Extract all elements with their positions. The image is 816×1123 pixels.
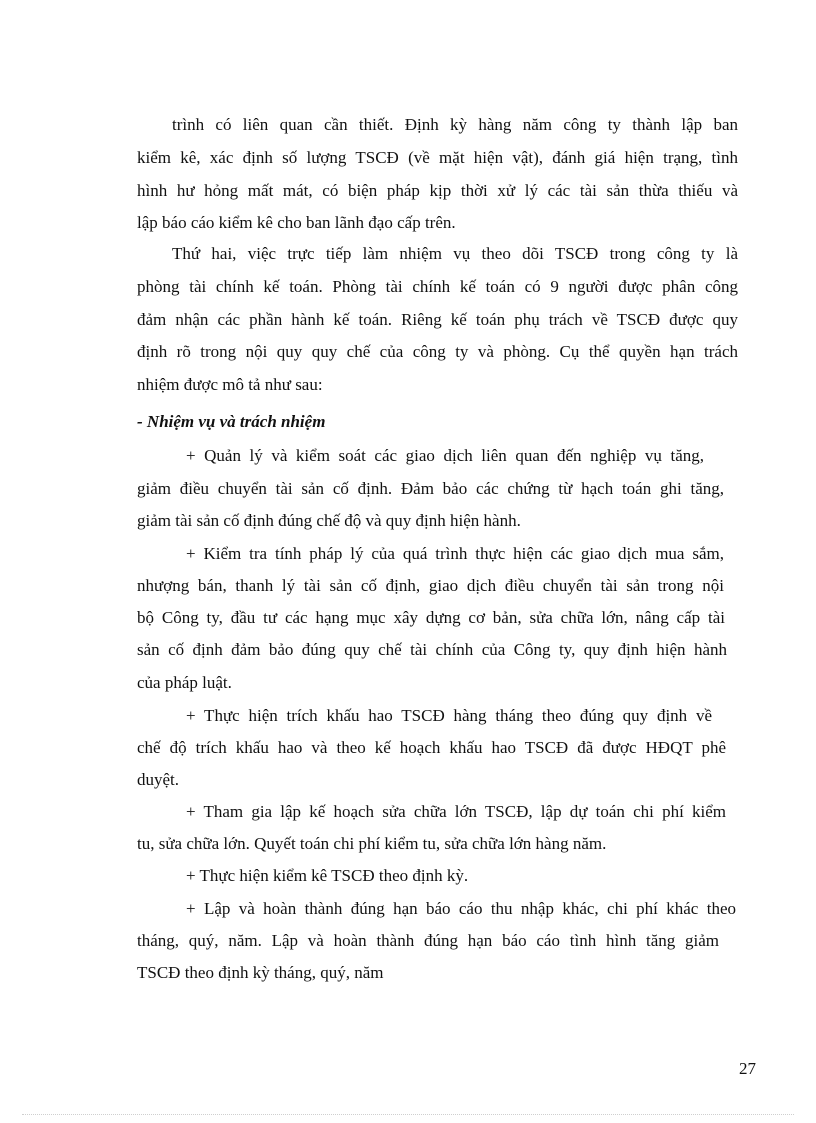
paragraph-line: giảm tài sản cố định đúng chế độ và quy định hiện hành. (137, 511, 521, 530)
paragraph-line: chế độ trích khấu hao và theo kế hoạch khấu hao TSCĐ đã được HĐQT phê (137, 738, 726, 757)
paragraph-line: lập báo cáo kiểm kê cho ban lãnh đạo cấp trên. (137, 213, 456, 232)
paragraph-line: sản cố định đảm bảo đúng quy chế tài chính của Công ty, quy định hiện hành (137, 640, 727, 659)
paragraph-line: kiểm kê, xác định số lượng TSCĐ (về mặt hiện vật), đánh giá hiện trạng, tình (137, 148, 738, 167)
paragraph-line: của pháp luật. (137, 673, 232, 692)
bullet-line: + Lập và hoàn thành đúng hạn báo cáo thu nhập khác, chi phí khác theo (186, 899, 736, 918)
paragraph-line: TSCĐ theo định kỳ tháng, quý, năm (137, 963, 384, 982)
paragraph-line: nhiệm được mô tả như sau: (137, 375, 323, 394)
paragraph-line: định rõ trong nội quy quy chế của công ty và phòng. Cụ thể quyền hạn trách (137, 342, 738, 361)
paragraph-line: tu, sửa chữa lớn. Quyết toán chi phí kiểm tu, sửa chữa lớn hàng năm. (137, 834, 607, 853)
paragraph-line: giảm điều chuyển tài sản cố định. Đảm bảo các chứng từ hạch toán ghi tăng, (137, 479, 724, 498)
bullet-line: + Thực hiện kiểm kê TSCĐ theo định kỳ. (186, 866, 469, 885)
bullet-line: + Thực hiện trích khấu hao TSCĐ hàng tháng theo đúng quy định về (186, 706, 712, 725)
paragraph-line: trình có liên quan cần thiết. Định kỳ hàng năm công ty thành lập ban (172, 115, 738, 134)
bullet-line: + Quản lý và kiểm soát các giao dịch liên quan đến nghiệp vụ tăng, (186, 446, 704, 465)
paragraph-line: bộ Công ty, đầu tư các hạng mục xây dựng cơ bản, sửa chữa lớn, nâng cấp tài (137, 608, 725, 627)
section-heading: - Nhiệm vụ và trách nhiệm (137, 412, 326, 431)
paragraph-line: Thứ hai, việc trực tiếp làm nhiệm vụ theo dõi TSCĐ trong công ty là (172, 244, 738, 263)
footer-divider (22, 1114, 794, 1115)
paragraph-line: hình hư hỏng mất mát, có biện pháp kịp thời xử lý các tài sản thừa thiếu và (137, 181, 738, 200)
paragraph-line: duyệt. (137, 770, 180, 789)
page-number: 27 (739, 1059, 756, 1078)
paragraph-line: phòng tài chính kế toán. Phòng tài chính kế toán có 9 người được phân công (137, 277, 738, 296)
paragraph-line: đảm nhận các phần hành kế toán. Riêng kế toán phụ trách về TSCĐ được quy (137, 310, 738, 329)
bullet-line: + Kiểm tra tính pháp lý của quá trình thực hiện các giao dịch mua sắm, (186, 544, 724, 563)
paragraph-line: tháng, quý, năm. Lập và hoàn thành đúng hạn báo cáo tình hình tăng giảm (137, 931, 719, 950)
paragraph-line: nhượng bán, thanh lý tài sản cố định, giao dịch điều chuyển tài sản trong nội (137, 576, 724, 595)
bullet-line: + Tham gia lập kế hoạch sửa chữa lớn TSCĐ, lập dự toán chi phí kiểm (186, 802, 726, 821)
